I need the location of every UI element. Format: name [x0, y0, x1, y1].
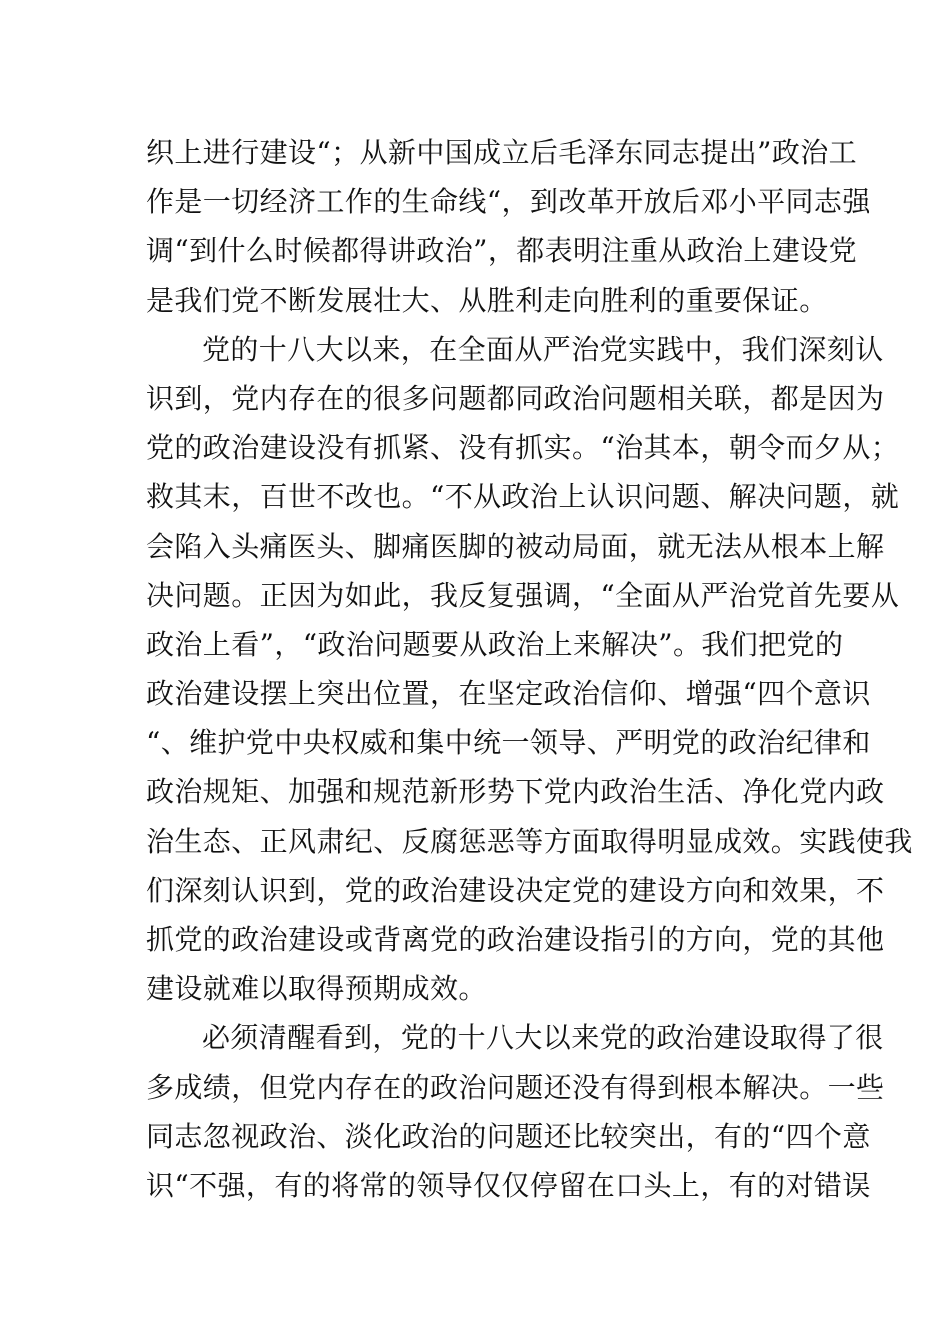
text-line: “、维护党中央权威和集中统一领导、严明党的政治纪律和 [146, 726, 871, 760]
text-line: 们深刻认识到，党的政治建设决定党的建设方向和效果，不 [146, 873, 885, 907]
text-line: 抓党的政治建设或背离党的政治建设指引的方向，党的其他 [146, 923, 885, 956]
text-line: 调“到什么时候都得讲政治”，都表明注重从政治上建设党 [146, 234, 858, 268]
text-line: 多成绩，但党内存在的政治问题还没有得到根本解决。一些 [146, 1070, 885, 1104]
text-line: 政治建设摆上突出位置，在坚定政治信仰、增强“四个意识 [146, 677, 871, 711]
text-line: 识“不强，有的将常的领导仅仅停留在口头上，有的对错误 [146, 1168, 871, 1202]
text-line: 党的政治建设没有抓紧、没有抓实。“治其本，朝令而夕从； [146, 431, 900, 465]
text-line: 织上进行建设“；从新中国成立后毛泽东同志提出”政治工 [146, 136, 858, 169]
text-line: 政治规矩、加强和规范新形势下党内政治生活、净化党内政 [146, 775, 885, 809]
paragraph-start-line: 必须清醒看到，党的十八大以来党的政治建设取得了很 [202, 1021, 884, 1055]
text-line: 救其末，百世不改也。“不从政治上认识问题、解决问题，就 [146, 480, 900, 514]
text-line: 作是一切经济工作的生命线“，到改革开放后邓小平同志强 [146, 185, 871, 219]
paragraph-start-line: 党的十八大以来，在全面从严治党实践中，我们深刻认 [202, 332, 884, 366]
body-text [146, 128, 913, 1210]
text-line: 治生态、正风肃纪、反腐惩恶等方面取得明显成效。实践使我 [146, 824, 913, 858]
text-line: 识到，党内存在的很多问题都同政治问题相关联，都是因为 [146, 381, 885, 415]
text-line: 政治上看”，“政治问题要从政治上来解决”。我们把党的 [146, 627, 844, 661]
text-line: 决问题。正因为如此，我反复强调，“全面从严治党首先要从 [146, 578, 900, 612]
text-line: 是我们党不断发展壮大、从胜利走向胜利的重要保证。 [146, 283, 828, 317]
text-line: 同志忽视政治、淡化政治的问题还比较突出，有的“四个意 [146, 1119, 871, 1153]
text-line: 会陷入头痛医头、脚痛医脚的被动局面，就无法从根本上解 [146, 529, 885, 563]
text-line: 建设就难以取得预期成效。 [146, 972, 487, 1006]
